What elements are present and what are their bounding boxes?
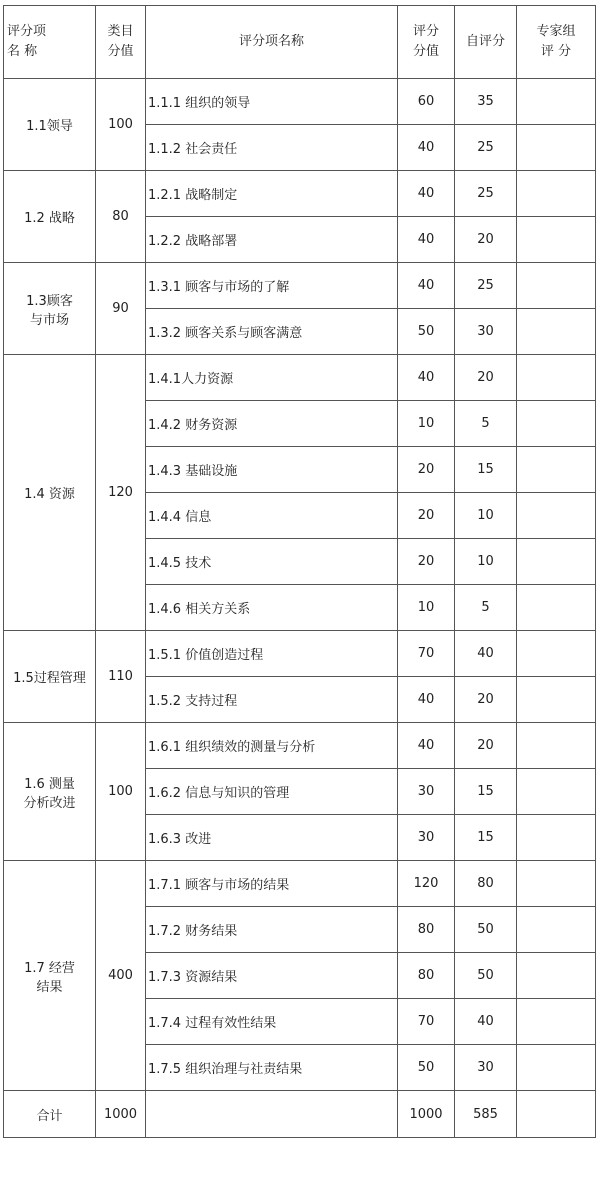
category-name-cell: 1.6 测量 分析改进: [4, 723, 96, 861]
item-name-cell: 1.7.5 组织治理与社责结果: [146, 1045, 398, 1091]
category-score-cell: 80: [96, 171, 146, 263]
item-score-cell: 120: [398, 861, 455, 907]
total-label-cell: 合计: [4, 1091, 96, 1138]
category-score-cell: 110: [96, 631, 146, 723]
self-score-cell: 20: [455, 355, 517, 401]
expert-score-cell[interactable]: [517, 585, 596, 631]
expert-score-cell[interactable]: [517, 309, 596, 355]
item-name-cell: 1.5.1 价值创造过程: [146, 631, 398, 677]
item-score-cell: 30: [398, 769, 455, 815]
self-score-cell: 15: [455, 815, 517, 861]
item-score-cell: 10: [398, 585, 455, 631]
header-category-name: 评分项 名 称: [4, 6, 96, 79]
self-score-cell: 15: [455, 447, 517, 493]
expert-score-cell[interactable]: [517, 171, 596, 217]
total-item-name-cell: [146, 1091, 398, 1138]
item-score-cell: 40: [398, 217, 455, 263]
expert-score-cell[interactable]: [517, 447, 596, 493]
item-score-cell: 40: [398, 171, 455, 217]
expert-score-cell[interactable]: [517, 769, 596, 815]
category-name-cell: 1.3顾客 与市场: [4, 263, 96, 355]
item-name-cell: 1.4.6 相关方关系: [146, 585, 398, 631]
item-score-cell: 40: [398, 723, 455, 769]
self-score-cell: 30: [455, 309, 517, 355]
expert-score-cell[interactable]: [517, 861, 596, 907]
self-score-cell: 20: [455, 217, 517, 263]
item-score-cell: 20: [398, 493, 455, 539]
category-name-cell: 1.4 资源: [4, 355, 96, 631]
expert-score-cell[interactable]: [517, 1045, 596, 1091]
self-score-cell: 50: [455, 953, 517, 999]
item-name-cell: 1.1.2 社会责任: [146, 125, 398, 171]
category-score-cell: 400: [96, 861, 146, 1091]
expert-score-cell[interactable]: [517, 263, 596, 309]
expert-score-cell[interactable]: [517, 401, 596, 447]
item-name-cell: 1.2.2 战略部署: [146, 217, 398, 263]
category-score-cell: 120: [96, 355, 146, 631]
item-score-cell: 70: [398, 631, 455, 677]
expert-score-cell[interactable]: [517, 677, 596, 723]
item-name-cell: 1.7.4 过程有效性结果: [146, 999, 398, 1045]
item-score-cell: 20: [398, 447, 455, 493]
category-name-cell: 1.2 战略: [4, 171, 96, 263]
item-name-cell: 1.4.2 财务资源: [146, 401, 398, 447]
item-score-cell: 50: [398, 1045, 455, 1091]
self-score-cell: 10: [455, 539, 517, 585]
expert-score-cell[interactable]: [517, 815, 596, 861]
self-score-cell: 5: [455, 401, 517, 447]
expert-score-cell[interactable]: [517, 999, 596, 1045]
item-score-cell: 40: [398, 677, 455, 723]
self-score-cell: 10: [455, 493, 517, 539]
total-row: [4, 1091, 596, 1138]
self-score-cell: 80: [455, 861, 517, 907]
item-score-cell: 80: [398, 907, 455, 953]
self-score-cell: 40: [455, 631, 517, 677]
header-self-score: 自评分: [455, 6, 517, 79]
total-item-score-cell: 1000: [398, 1091, 455, 1138]
category-score-cell: 90: [96, 263, 146, 355]
item-name-cell: 1.7.3 资源结果: [146, 953, 398, 999]
item-name-cell: 1.4.3 基础设施: [146, 447, 398, 493]
item-score-cell: 40: [398, 125, 455, 171]
category-score-cell: 100: [96, 723, 146, 861]
table-row: [4, 263, 596, 309]
item-name-cell: 1.6.1 组织绩效的测量与分析: [146, 723, 398, 769]
item-name-cell: 1.3.2 顾客关系与顾客满意: [146, 309, 398, 355]
category-name-cell: 1.5过程管理: [4, 631, 96, 723]
table-row: [4, 723, 596, 769]
item-name-cell: 1.7.1 顾客与市场的结果: [146, 861, 398, 907]
item-name-cell: 1.2.1 战略制定: [146, 171, 398, 217]
item-name-cell: 1.6.3 改进: [146, 815, 398, 861]
category-name-cell: 1.1领导: [4, 79, 96, 171]
expert-score-cell[interactable]: [517, 493, 596, 539]
header-row: [4, 6, 596, 79]
total-category-score-cell: 1000: [96, 1091, 146, 1138]
header-item-score: 评分 分值: [398, 6, 455, 79]
scoring-table: [3, 5, 596, 1138]
category-score-cell: 100: [96, 79, 146, 171]
total-expert-score-cell[interactable]: [517, 1091, 596, 1138]
item-name-cell: 1.5.2 支持过程: [146, 677, 398, 723]
expert-score-cell[interactable]: [517, 907, 596, 953]
self-score-cell: 5: [455, 585, 517, 631]
expert-score-cell[interactable]: [517, 125, 596, 171]
table-row: [4, 355, 596, 401]
self-score-cell: 50: [455, 907, 517, 953]
expert-score-cell[interactable]: [517, 217, 596, 263]
item-score-cell: 60: [398, 79, 455, 125]
item-name-cell: 1.4.4 信息: [146, 493, 398, 539]
expert-score-cell[interactable]: [517, 355, 596, 401]
self-score-cell: 20: [455, 723, 517, 769]
item-score-cell: 40: [398, 355, 455, 401]
table-row: [4, 171, 596, 217]
self-score-cell: 25: [455, 125, 517, 171]
table-row: [4, 861, 596, 907]
expert-score-cell[interactable]: [517, 539, 596, 585]
item-name-cell: 1.7.2 财务结果: [146, 907, 398, 953]
header-expert-score: 专家组 评 分: [517, 6, 596, 79]
category-name-cell: 1.7 经营 结果: [4, 861, 96, 1091]
item-name-cell: 1.6.2 信息与知识的管理: [146, 769, 398, 815]
item-name-cell: 1.3.1 顾客与市场的了解: [146, 263, 398, 309]
item-name-cell: 1.4.1人力资源: [146, 355, 398, 401]
item-name-cell: 1.1.1 组织的领导: [146, 79, 398, 125]
table-row: [4, 631, 596, 677]
item-score-cell: 50: [398, 309, 455, 355]
item-name-cell: 1.4.5 技术: [146, 539, 398, 585]
expert-score-cell[interactable]: [517, 953, 596, 999]
self-score-cell: 20: [455, 677, 517, 723]
item-score-cell: 80: [398, 953, 455, 999]
self-score-cell: 15: [455, 769, 517, 815]
self-score-cell: 25: [455, 171, 517, 217]
header-category-score: 类目 分值: [96, 6, 146, 79]
table-row: [4, 79, 596, 125]
item-score-cell: 20: [398, 539, 455, 585]
item-score-cell: 10: [398, 401, 455, 447]
self-score-cell: 25: [455, 263, 517, 309]
total-self-score-cell: 585: [455, 1091, 517, 1138]
expert-score-cell[interactable]: [517, 79, 596, 125]
expert-score-cell[interactable]: [517, 631, 596, 677]
self-score-cell: 35: [455, 79, 517, 125]
item-score-cell: 40: [398, 263, 455, 309]
self-score-cell: 30: [455, 1045, 517, 1091]
item-score-cell: 70: [398, 999, 455, 1045]
header-item-name: 评分项名称: [146, 6, 398, 79]
item-score-cell: 30: [398, 815, 455, 861]
self-score-cell: 40: [455, 999, 517, 1045]
expert-score-cell[interactable]: [517, 723, 596, 769]
